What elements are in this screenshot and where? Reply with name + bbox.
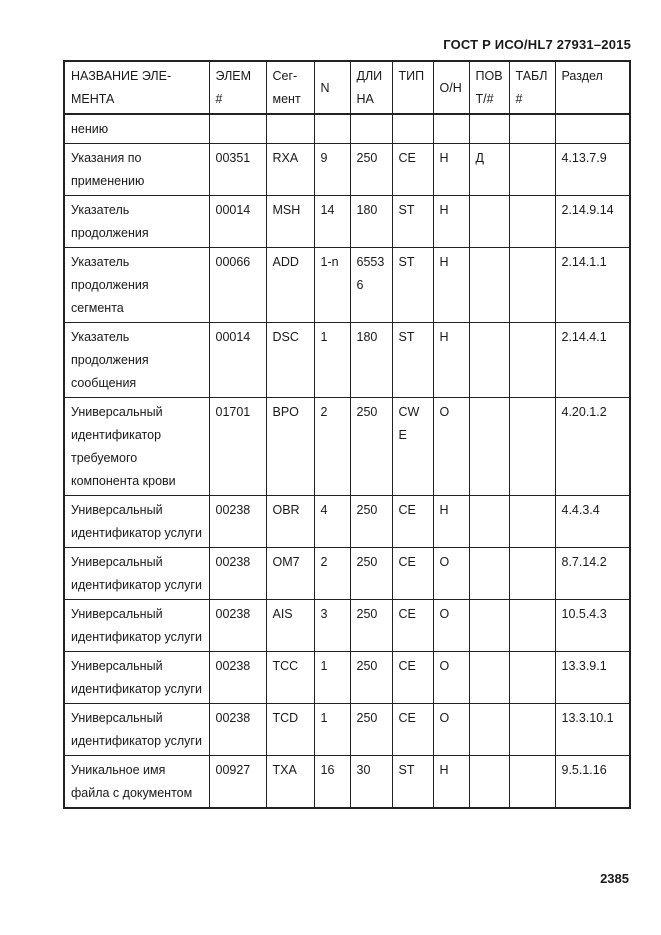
table-row [64,652,630,704]
table-row [64,548,630,600]
cell-elem: 00238 [209,600,266,652]
column-header-n: N [314,61,350,114]
cell-elem: 00351 [209,144,266,196]
cell-segment: RXA [266,144,314,196]
cell-rep [469,704,509,756]
cell-name: Универсальный идентификатор услуги [64,548,209,600]
cell-n: 1-n [314,248,350,323]
cell-tabl [509,704,555,756]
cell-elem: 00238 [209,496,266,548]
cell-tabl [509,196,555,248]
cell-rep [469,548,509,600]
cell-name: Уникальное имя файла с документом [64,756,209,809]
table-row [64,704,630,756]
cell-length: 250 [350,398,392,496]
column-header-segment: Сег-мент [266,61,314,114]
cell-type: CE [392,548,433,600]
cell-type: ST [392,323,433,398]
cell-section: 4.13.7.9 [555,144,630,196]
cell-length: 180 [350,196,392,248]
cell-segment: OBR [266,496,314,548]
cell-tabl [509,323,555,398]
cell-tabl [509,600,555,652]
cell-length: 250 [350,144,392,196]
cell-on: Н [433,144,469,196]
cell-name: Универсальный идентификатор требуемого компонента крови [64,398,209,496]
cell-elem: 00238 [209,548,266,600]
cell-on: О [433,398,469,496]
cell-name: Универсальный идентификатор услуги [64,704,209,756]
cell-elem: 00014 [209,323,266,398]
cell-length: 180 [350,323,392,398]
cell-n: 2 [314,548,350,600]
column-header-name: НАЗВАНИЕ ЭЛЕ-МЕНТА [64,61,209,114]
cell-n: 14 [314,196,350,248]
cell-n: 16 [314,756,350,809]
cell-segment: ADD [266,248,314,323]
cell-n: 4 [314,496,350,548]
cell-segment: DSC [266,323,314,398]
cell-length: 250 [350,600,392,652]
page-number: 2385 [600,871,629,886]
cell-section: 2.14.4.1 [555,323,630,398]
cell-name: Универсальный идентификатор услуги [64,652,209,704]
column-header-rep: ПОВТ/# [469,61,509,114]
cell-type: CWE [392,398,433,496]
table-row [64,496,630,548]
cell-tabl [509,496,555,548]
cell-length: 250 [350,548,392,600]
cell-on: О [433,548,469,600]
cell-elem: 00238 [209,652,266,704]
cell-name: Указатель продолжения сегмента [64,248,209,323]
cell-type: ST [392,248,433,323]
cell-type: CE [392,652,433,704]
cell-rep [469,496,509,548]
column-header-type: ТИП [392,61,433,114]
cell-section: 2.14.1.1 [555,248,630,323]
cell-on: О [433,704,469,756]
cell-rep [469,248,509,323]
cell-name: Указатель продолжения [64,196,209,248]
column-header-on: О/Н [433,61,469,114]
cell-rep [469,652,509,704]
cell-on: О [433,600,469,652]
cell-on: Н [433,323,469,398]
table-row-continuation [64,114,630,144]
table-row [64,248,630,323]
cell-elem: 01701 [209,398,266,496]
cell-rep [469,196,509,248]
cell-section: 13.3.9.1 [555,652,630,704]
cell-rep [469,398,509,496]
cell-n: 1 [314,323,350,398]
column-header-tabl: ТАБЛ# [509,61,555,114]
cell-section: 4.20.1.2 [555,398,630,496]
cell-section: 9.5.1.16 [555,756,630,809]
cell-rep: Д [469,144,509,196]
cell-segment: TCC [266,652,314,704]
table-row [64,323,630,398]
cell-type: CE [392,704,433,756]
cell-tabl [509,248,555,323]
cell-name: Универсальный идентификатор услуги [64,496,209,548]
column-header-length: ДЛИНА [350,61,392,114]
cell-rep [469,323,509,398]
cell-n: 2 [314,398,350,496]
cell-elem: 00014 [209,196,266,248]
cell-type: CE [392,496,433,548]
cell-tabl [509,548,555,600]
cell-on: Н [433,248,469,323]
cell-section: 2.14.9.14 [555,196,630,248]
cell-segment: BPO [266,398,314,496]
document-header: ГОСТ Р ИСО/HL7 27931–2015 [443,37,631,52]
cell-length: 250 [350,496,392,548]
cell-type: CE [392,600,433,652]
cell-section: 4.4.3.4 [555,496,630,548]
cell-n: 9 [314,144,350,196]
cell-elem: 00927 [209,756,266,809]
cell-on: Н [433,196,469,248]
cell-rep [469,600,509,652]
cell-length: 30 [350,756,392,809]
table-row [64,144,630,196]
cell-length: 250 [350,704,392,756]
cell-name: нению [64,114,209,144]
table-row [64,600,630,652]
cell-n: 1 [314,704,350,756]
cell-segment: TCD [266,704,314,756]
cell-n: 3 [314,600,350,652]
cell-on: О [433,652,469,704]
cell-segment: TXA [266,756,314,809]
cell-on: Н [433,496,469,548]
cell-tabl [509,144,555,196]
column-header-section: Раздел [555,61,630,114]
cell-type: CE [392,144,433,196]
cell-elem: 00066 [209,248,266,323]
table-header-row [64,61,630,114]
cell-segment: MSH [266,196,314,248]
column-header-elem: ЭЛЕМ # [209,61,266,114]
table-row [64,398,630,496]
cell-type: ST [392,756,433,809]
cell-section: 10.5.4.3 [555,600,630,652]
cell-segment: OM7 [266,548,314,600]
cell-name: Указания по применению [64,144,209,196]
cell-type: ST [392,196,433,248]
cell-tabl [509,398,555,496]
cell-tabl [509,756,555,809]
table-row [64,756,630,809]
cell-name: Указатель продолжения сообщения [64,323,209,398]
cell-section: 13.3.10.1 [555,704,630,756]
cell-segment: AIS [266,600,314,652]
cell-n: 1 [314,652,350,704]
cell-name: Универсальный идентификатор услуги [64,600,209,652]
cell-rep [469,756,509,809]
table-row [64,196,630,248]
data-elements-table [63,60,631,809]
cell-length: 65536 [350,248,392,323]
cell-on: Н [433,756,469,809]
cell-elem: 00238 [209,704,266,756]
cell-length: 250 [350,652,392,704]
cell-section: 8.7.14.2 [555,548,630,600]
cell-tabl [509,652,555,704]
